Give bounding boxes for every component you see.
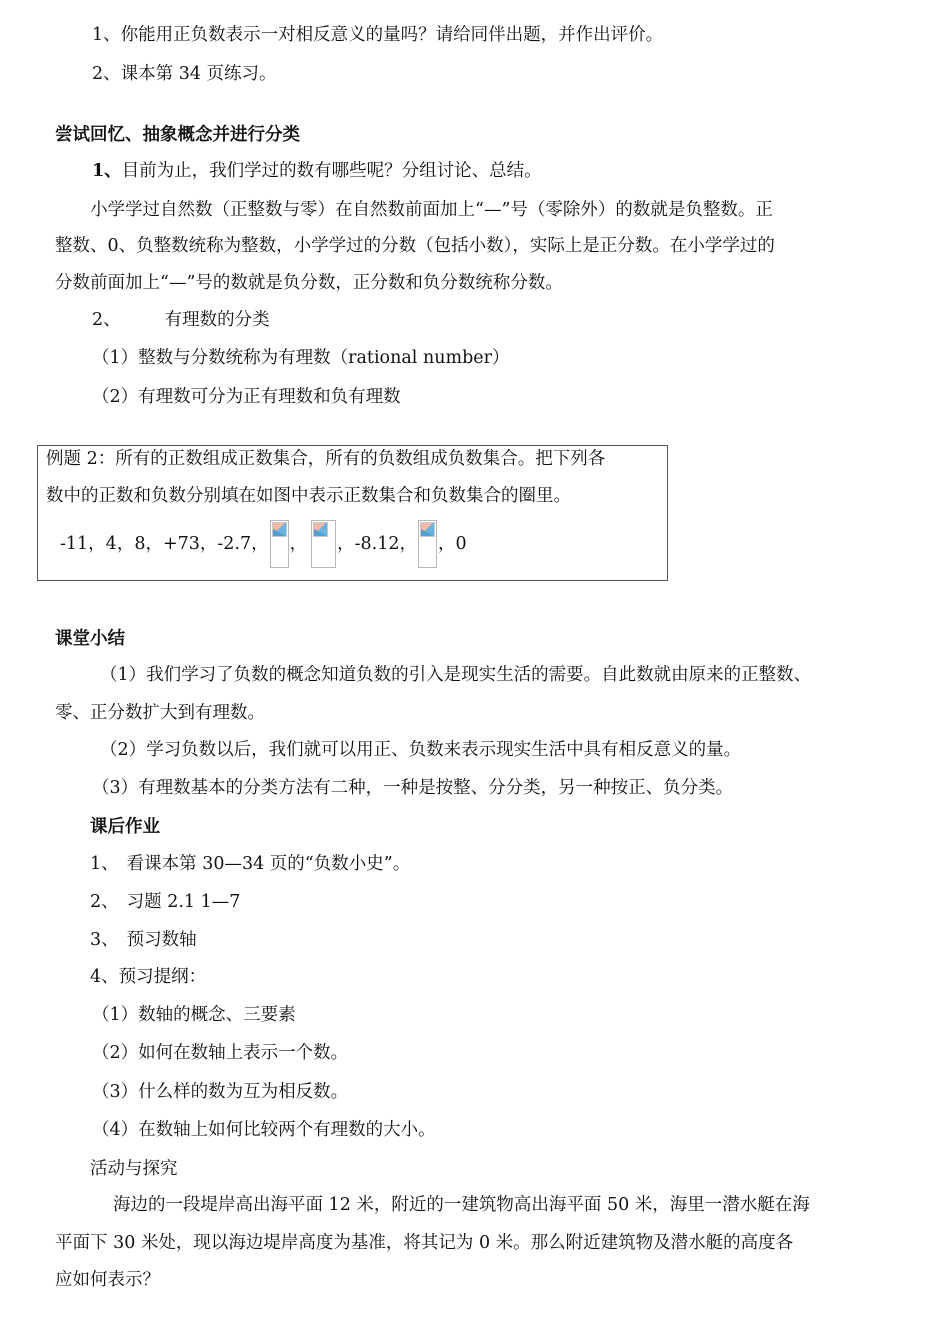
activity-line-3: 应如何表示？ (55, 1270, 160, 1290)
numbers-part-1: -11，4，8，+73，-2.7， (60, 534, 269, 554)
homework-item-3-text: 预习数轴 (126, 930, 197, 950)
practice-item-2: 2、课本第 34 页练习。 (92, 64, 277, 84)
activity-line-1: 海边的一段堤岸高出海平面 12 米，附近的一建筑物高出海平面 50 米，海里一潜水艇在海 (113, 1195, 810, 1215)
summary-point-3: （3）有理数基本的分类方法有二种，一种是按整、分分类，另一种按正、负分类。 (92, 778, 734, 798)
summary-heading: 课堂小结 (55, 629, 125, 649)
numbers-separator: ， (289, 534, 308, 554)
question-1-text: 目前为止，我们学过的数有哪些呢？分组讨论、总结。 (121, 161, 542, 181)
outline-item-4: （4）在数轴上如何比较两个有理数的大小。 (92, 1120, 436, 1140)
homework-item-2-number: 2、 (90, 892, 119, 912)
summary-point-1-line-2: 零、正分数扩大到有理数。 (55, 703, 265, 723)
example-line-2: 数中的正数和负数分别填在如图中表示正数集合和负数集合的圈里。 (46, 486, 571, 506)
point-2: （2）有理数可分为正有理数和负有理数 (92, 387, 401, 407)
question-2-text: 有理数的分类 (164, 310, 270, 330)
numbers-part-2: ，-8.12， (337, 534, 418, 554)
paragraph-line-1: 小学学过自然数（正整数与零）在自然数前面加上“—”号（零除外）的数就是负整数。正 (90, 200, 773, 220)
homework-item-1-number: 1、 (90, 854, 119, 874)
section-heading-classify: 尝试回忆、抽象概念并进行分类 (55, 125, 300, 145)
homework-item-2 (90, 890, 240, 914)
numbers-end: ，0 (438, 534, 467, 554)
broken-image-icon (311, 520, 336, 568)
homework-item-4: 4、预习提纲： (90, 967, 207, 987)
activity-heading: 活动与探究 (90, 1159, 178, 1179)
homework-item-3 (90, 928, 197, 952)
broken-image-icon (418, 520, 437, 568)
homework-heading: 课后作业 (90, 817, 160, 837)
summary-point-1-line-1: （1）我们学习了负数的概念知道负数的引入是现实生活的需要。自此数就由原来的正整数、 (100, 665, 812, 685)
question-2-number: 2、 (92, 310, 121, 330)
paragraph-line-3: 分数前面加上“—”号的数就是负分数，正分数和负分数统称分数。 (55, 273, 563, 293)
broken-image-icon (270, 520, 289, 568)
outline-item-2: （2）如何在数轴上表示一个数。 (92, 1043, 349, 1063)
example-line-1: 例题 2：所有的正数组成正数集合，所有的负数组成负数集合。把下列各 (46, 449, 606, 469)
point-1: （1）整数与分数统称为有理数（rational number） (92, 348, 510, 368)
question-1-number: 1、 (92, 161, 122, 181)
summary-point-2: （2）学习负数以后，我们就可以用正、负数来表示现实生活中具有相反意义的量。 (100, 740, 742, 760)
homework-item-1 (90, 852, 410, 876)
practice-item-1: 1、你能用正负数表示一对相反意义的量吗？请给同伴出题，并作出评价。 (92, 25, 664, 45)
homework-item-1-text: 看课本第 30—34 页的“负数小史”。 (126, 854, 411, 874)
paragraph-line-2: 整数、0、负整数统称为整数，小学学过的分数（包括小数），实际上是正分数。在小学学过的 (55, 236, 775, 256)
activity-line-2: 平面下 30 米处，现以海边堤岸高度为基准，将其记为 0 米。那么附近建筑物及潜水艇的高度各 (55, 1233, 794, 1253)
homework-item-3-number: 3、 (90, 930, 119, 950)
homework-item-2-text: 习题 2.1 1—7 (126, 892, 241, 912)
question-1 (92, 159, 542, 183)
question-2 (92, 308, 270, 332)
outline-item-1: （1）数轴的概念、三要素 (92, 1005, 296, 1025)
example-number-list (60, 518, 467, 570)
outline-item-3: （3）什么样的数为互为相反数。 (92, 1082, 349, 1102)
